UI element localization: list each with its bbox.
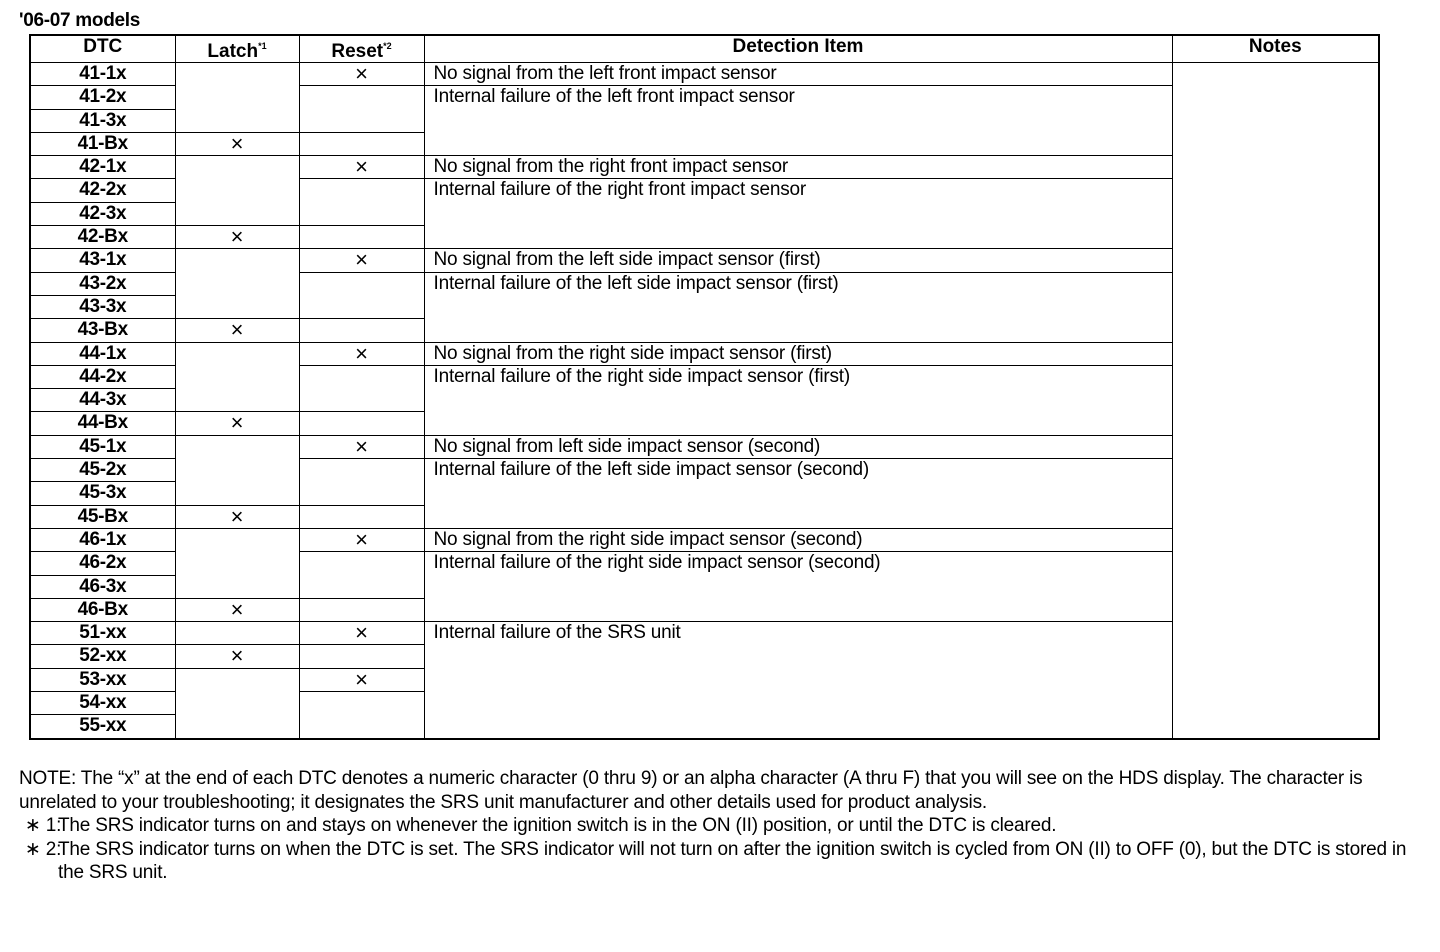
detection-item: Internal failure of the left side impact sensor (first): [424, 272, 1172, 342]
reset-cell: [299, 179, 424, 226]
header-detection-item: Detection Item: [424, 35, 1172, 63]
latch-mark: ×: [175, 412, 299, 435]
dtc-code: 53-xx: [30, 668, 175, 691]
latch-cell: [175, 63, 299, 133]
reset-cell: [299, 692, 424, 739]
dtc-code: 45-2x: [30, 459, 175, 482]
reset-mark: ×: [299, 342, 424, 365]
reset-cell: [299, 226, 424, 249]
footnote-1-marker: ∗ 1:: [25, 815, 62, 836]
detection-item: Internal failure of the right front impact sensor: [424, 179, 1172, 249]
latch-cell: [175, 668, 299, 738]
notes-block: [19, 767, 1419, 885]
dtc-code: 41-2x: [30, 86, 175, 109]
dtc-code: 42-2x: [30, 179, 175, 202]
dtc-code: 42-3x: [30, 202, 175, 225]
detection-item: No signal from the right side impact sensor (second): [424, 528, 1172, 551]
footnote-1: [19, 814, 1419, 838]
latch-mark: ×: [175, 645, 299, 668]
dtc-code: 44-2x: [30, 365, 175, 388]
dtc-code: 46-1x: [30, 528, 175, 551]
page-heading: '06-07 models: [19, 10, 141, 31]
dtc-code: 44-3x: [30, 389, 175, 412]
dtc-code: 51-xx: [30, 622, 175, 645]
reset-cell: [299, 645, 424, 668]
dtc-code: 45-1x: [30, 435, 175, 458]
dtc-table: [29, 34, 1380, 740]
reset-mark: ×: [299, 668, 424, 691]
detection-item: Internal failure of the left side impact sensor (second): [424, 459, 1172, 529]
notes-cell: [1172, 63, 1379, 739]
dtc-code: 46-3x: [30, 575, 175, 598]
latch-cell: [175, 435, 299, 505]
reset-mark: ×: [299, 63, 424, 86]
detection-item: Internal failure of the left front impact sensor: [424, 86, 1172, 156]
header-reset: Reset$^{*2}$: [299, 35, 424, 63]
reset-cell: [299, 412, 424, 435]
reset-mark: ×: [299, 528, 424, 551]
latch-cell: [175, 249, 299, 319]
detection-item: No signal from the right side impact sensor (first): [424, 342, 1172, 365]
detection-item: No signal from the right front impact sensor: [424, 156, 1172, 179]
dtc-code: 52-xx: [30, 645, 175, 668]
detection-item: No signal from the left side impact sensor (first): [424, 249, 1172, 272]
detection-item: Internal failure of the right side impact sensor (second): [424, 552, 1172, 622]
latch-mark: ×: [175, 598, 299, 621]
latch-cell: [175, 342, 299, 412]
latch-mark: ×: [175, 505, 299, 528]
dtc-code: 54-xx: [30, 692, 175, 715]
note-paragraph: NOTE: The “x” at the end of each DTC denotes a numeric character (0 thru 9) or an alpha character (A thru F) that you will see on the HDS display. The character is unrelated to your troubleshooting; it designates the SRS unit manufacturer and other details used for product analysis.: [19, 768, 1363, 813]
reset-cell: [299, 319, 424, 342]
table-header-row: [30, 35, 1379, 63]
reset-cell: [299, 505, 424, 528]
latch-cell: [175, 528, 299, 598]
dtc-code: 55-xx: [30, 715, 175, 739]
dtc-code: 41-Bx: [30, 132, 175, 155]
reset-cell: [299, 459, 424, 506]
dtc-code: 46-Bx: [30, 598, 175, 621]
detection-item: No signal from the left front impact sensor: [424, 63, 1172, 86]
reset-cell: [299, 598, 424, 621]
dtc-code: 42-Bx: [30, 226, 175, 249]
table-row: [30, 63, 1379, 86]
dtc-code: 41-3x: [30, 109, 175, 132]
dtc-code: 43-2x: [30, 272, 175, 295]
detection-item: No signal from left side impact sensor (second): [424, 435, 1172, 458]
latch-mark: ×: [175, 132, 299, 155]
dtc-code: 45-3x: [30, 482, 175, 505]
latch-cell: [175, 622, 299, 645]
latch-mark: ×: [175, 226, 299, 249]
dtc-code: 46-2x: [30, 552, 175, 575]
header-latch: Latch$^{*1}$: [175, 35, 299, 63]
reset-mark: ×: [299, 156, 424, 179]
reset-mark: ×: [299, 249, 424, 272]
footnote-2-text: The SRS indicator turns on when the DTC is set. The SRS indicator will not turn on after the ignition switch is cycled from ON (II) to OFF (0), but the DTC is stored in the SRS unit.: [58, 838, 1407, 883]
dtc-code: 41-1x: [30, 63, 175, 86]
dtc-code: 44-Bx: [30, 412, 175, 435]
reset-mark: ×: [299, 435, 424, 458]
footnote-ref-1: *1: [258, 41, 267, 51]
reset-cell: [299, 552, 424, 599]
detection-item: Internal failure of the right side impact sensor (first): [424, 365, 1172, 435]
dtc-code: 44-1x: [30, 342, 175, 365]
dtc-code: 43-Bx: [30, 319, 175, 342]
latch-cell: [175, 156, 299, 226]
footnote-2-marker: ∗ 2:: [25, 838, 62, 860]
latch-mark: ×: [175, 319, 299, 342]
reset-cell: [299, 272, 424, 319]
dtc-code: 45-Bx: [30, 505, 175, 528]
reset-cell: [299, 132, 424, 155]
reset-mark: ×: [299, 622, 424, 645]
reset-cell: [299, 365, 424, 412]
header-notes: Notes: [1172, 35, 1379, 63]
footnote-2: [19, 838, 1419, 885]
footnote-ref-2: *2: [383, 41, 392, 51]
dtc-table-wrapper: [29, 34, 1380, 740]
footnote-1-text: The SRS indicator turns on and stays on whenever the ignition switch is in the ON (II) position, or until the DTC is cleared.: [58, 815, 1057, 836]
detection-item: Internal failure of the SRS unit: [424, 622, 1172, 739]
reset-cell: [299, 86, 424, 133]
header-dtc: DTC: [30, 35, 175, 63]
dtc-code: 43-1x: [30, 249, 175, 272]
dtc-code: 43-3x: [30, 295, 175, 318]
dtc-code: 42-1x: [30, 156, 175, 179]
